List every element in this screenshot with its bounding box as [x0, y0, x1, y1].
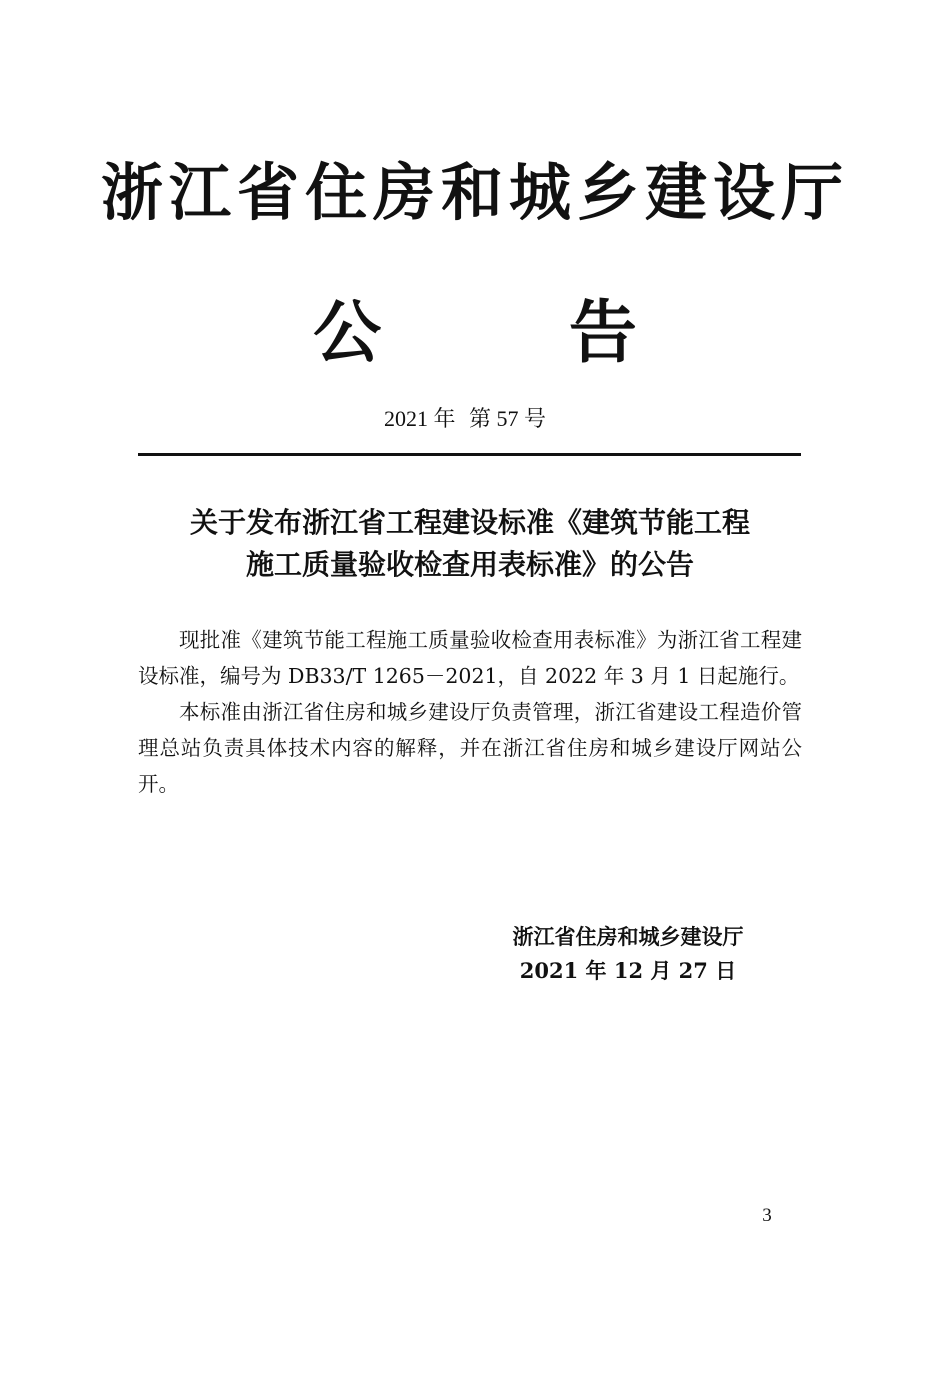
announcement-body — [138, 622, 802, 802]
announcement-heading-line2: 施工质量验收检查用表标准》的公告 — [245, 548, 694, 581]
agency-header: 浙江省住房和城乡建设厅 — [100, 156, 849, 229]
header-divider — [138, 453, 801, 456]
signature-block — [478, 920, 778, 988]
signature-issuer: 浙江省住房和城乡建设厅 — [512, 924, 744, 949]
announcement-heading-line1: 关于发布浙江省工程建设标准《建筑节能工程 — [189, 506, 750, 539]
announcement-heading — [120, 502, 820, 586]
signature-date: 2021 年 12 月 27 日 — [519, 958, 737, 983]
document-number — [0, 402, 930, 436]
body-paragraph-2: 本标准由浙江省住房和城乡建设厅负责管理，浙江省建设工程造价管理总站负责具体技术内容的解释，并在浙江省住房和城乡建设厅网站公开。 — [138, 700, 802, 796]
page-number: 3 — [762, 1205, 772, 1226]
body-paragraph-1: 现批准《建筑节能工程施工质量验收检查用表标准》为浙江省工程建设标准，编号为 DB33/T 1265－2021，自 2022 年 3 月 1 日起施行。 — [138, 628, 802, 688]
notice-title: 公 告 — [313, 293, 719, 373]
document-year: 2021 年 — [383, 406, 456, 431]
document-serial: 第 57 号 — [469, 406, 547, 431]
